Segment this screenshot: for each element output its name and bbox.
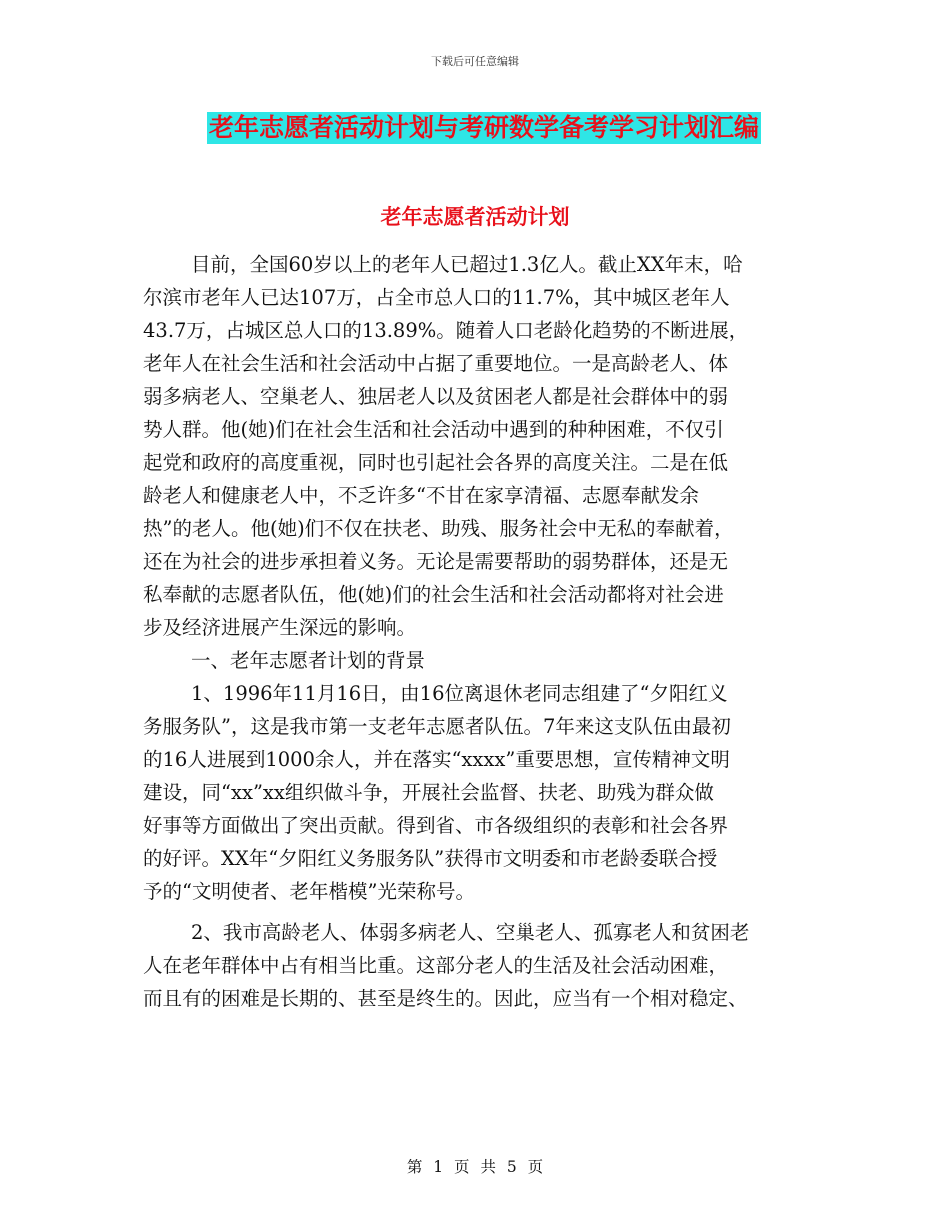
paragraph-line: 尔滨市老年人已达107万，占全市总人口的11.7%，其中城区老年人 — [143, 286, 730, 309]
paragraph-line: 1、1996年11月16日，由16位离退休老同志组建了“夕阳红义 — [191, 682, 728, 705]
paragraph-line: 起党和政府的高度重视，同时也引起社会各界的高度关注。二是在低 — [143, 451, 729, 474]
paragraph-line: 好事等方面做出了突出贡献。得到省、市各级组织的表彰和社会各界 — [143, 814, 729, 837]
paragraph-line: 龄老人和健康老人中，不乏许多“不甘在家享清福、志愿奉献发余 — [143, 484, 699, 507]
paragraph-line: 弱多病老人、空巢老人、独居老人以及贫困老人都是社会群体中的弱 — [143, 385, 729, 408]
document-title: 老年志愿者活动计划与考研数学备考学习计划汇编 — [209, 113, 760, 142]
paragraph-line: 势人群。他(她)们在社会生活和社会活动中遇到的种种困难，不仅引 — [143, 418, 724, 441]
paragraph-line: 2、我市高龄老人、体弱多病老人、空巢老人、孤寡老人和贫困老 — [191, 921, 750, 944]
paragraph-line: 步及经济进展产生深远的影响。 — [143, 616, 417, 639]
paragraph-line: 而且有的困难是长期的、甚至是终生的。因此，应当有一个相对稳定、 — [143, 987, 748, 1010]
page-footer: 第 1 页 共 5 页 — [406, 1158, 544, 1176]
paragraph-line: 还在为社会的进步承担着义务。无论是需要帮助的弱势群体，还是无 — [143, 550, 729, 573]
paragraph-line: 43.7万，占城区总人口的13.89%。随着人口老龄化趋势的不断进展， — [143, 319, 749, 342]
document-body — [143, 248, 811, 1015]
section-title: 老年志愿者活动计划 — [380, 204, 570, 229]
paragraph-line: 老年人在社会生活和社会活动中占据了重要地位。一是高龄老人、体 — [143, 352, 729, 375]
paragraph-line: 建设，同“xx”xx组织做斗争，开展社会监督、扶老、助残为群众做 — [143, 781, 714, 804]
paragraph-line: 热”的老人。他(她)们不仅在扶老、助残、服务社会中无私的奉献着， — [143, 517, 734, 540]
paragraph-line: 人在老年群体中占有相当比重。这部分老人的生活及社会活动困难， — [143, 954, 729, 977]
paragraph-line: 的16人进展到1000余人，并在落实“xxxx”重要思想，宣传精神文明 — [143, 748, 730, 771]
paragraph-line: 目前，全国60岁以上的老年人已超过1.3亿人。截止XX年末，哈 — [191, 253, 743, 276]
section-heading: 一、老年志愿者计划的背景 — [191, 649, 426, 672]
paragraph-line: 的好评。XX年“夕阳红义务服务队”获得市文明委和市老龄委联合授 — [143, 847, 718, 870]
header-note: 下载后可任意编辑 — [431, 55, 519, 68]
paragraph-line: 务服务队”，这是我市第一支老年志愿者队伍。7年来这支队伍由最初 — [143, 715, 731, 738]
paragraph-line: 予的“文明使者、老年楷模”光荣称号。 — [143, 880, 475, 903]
paragraph-line: 私奉献的志愿者队伍，他(她)们的社会生活和社会活动都将对社会进 — [143, 583, 724, 606]
